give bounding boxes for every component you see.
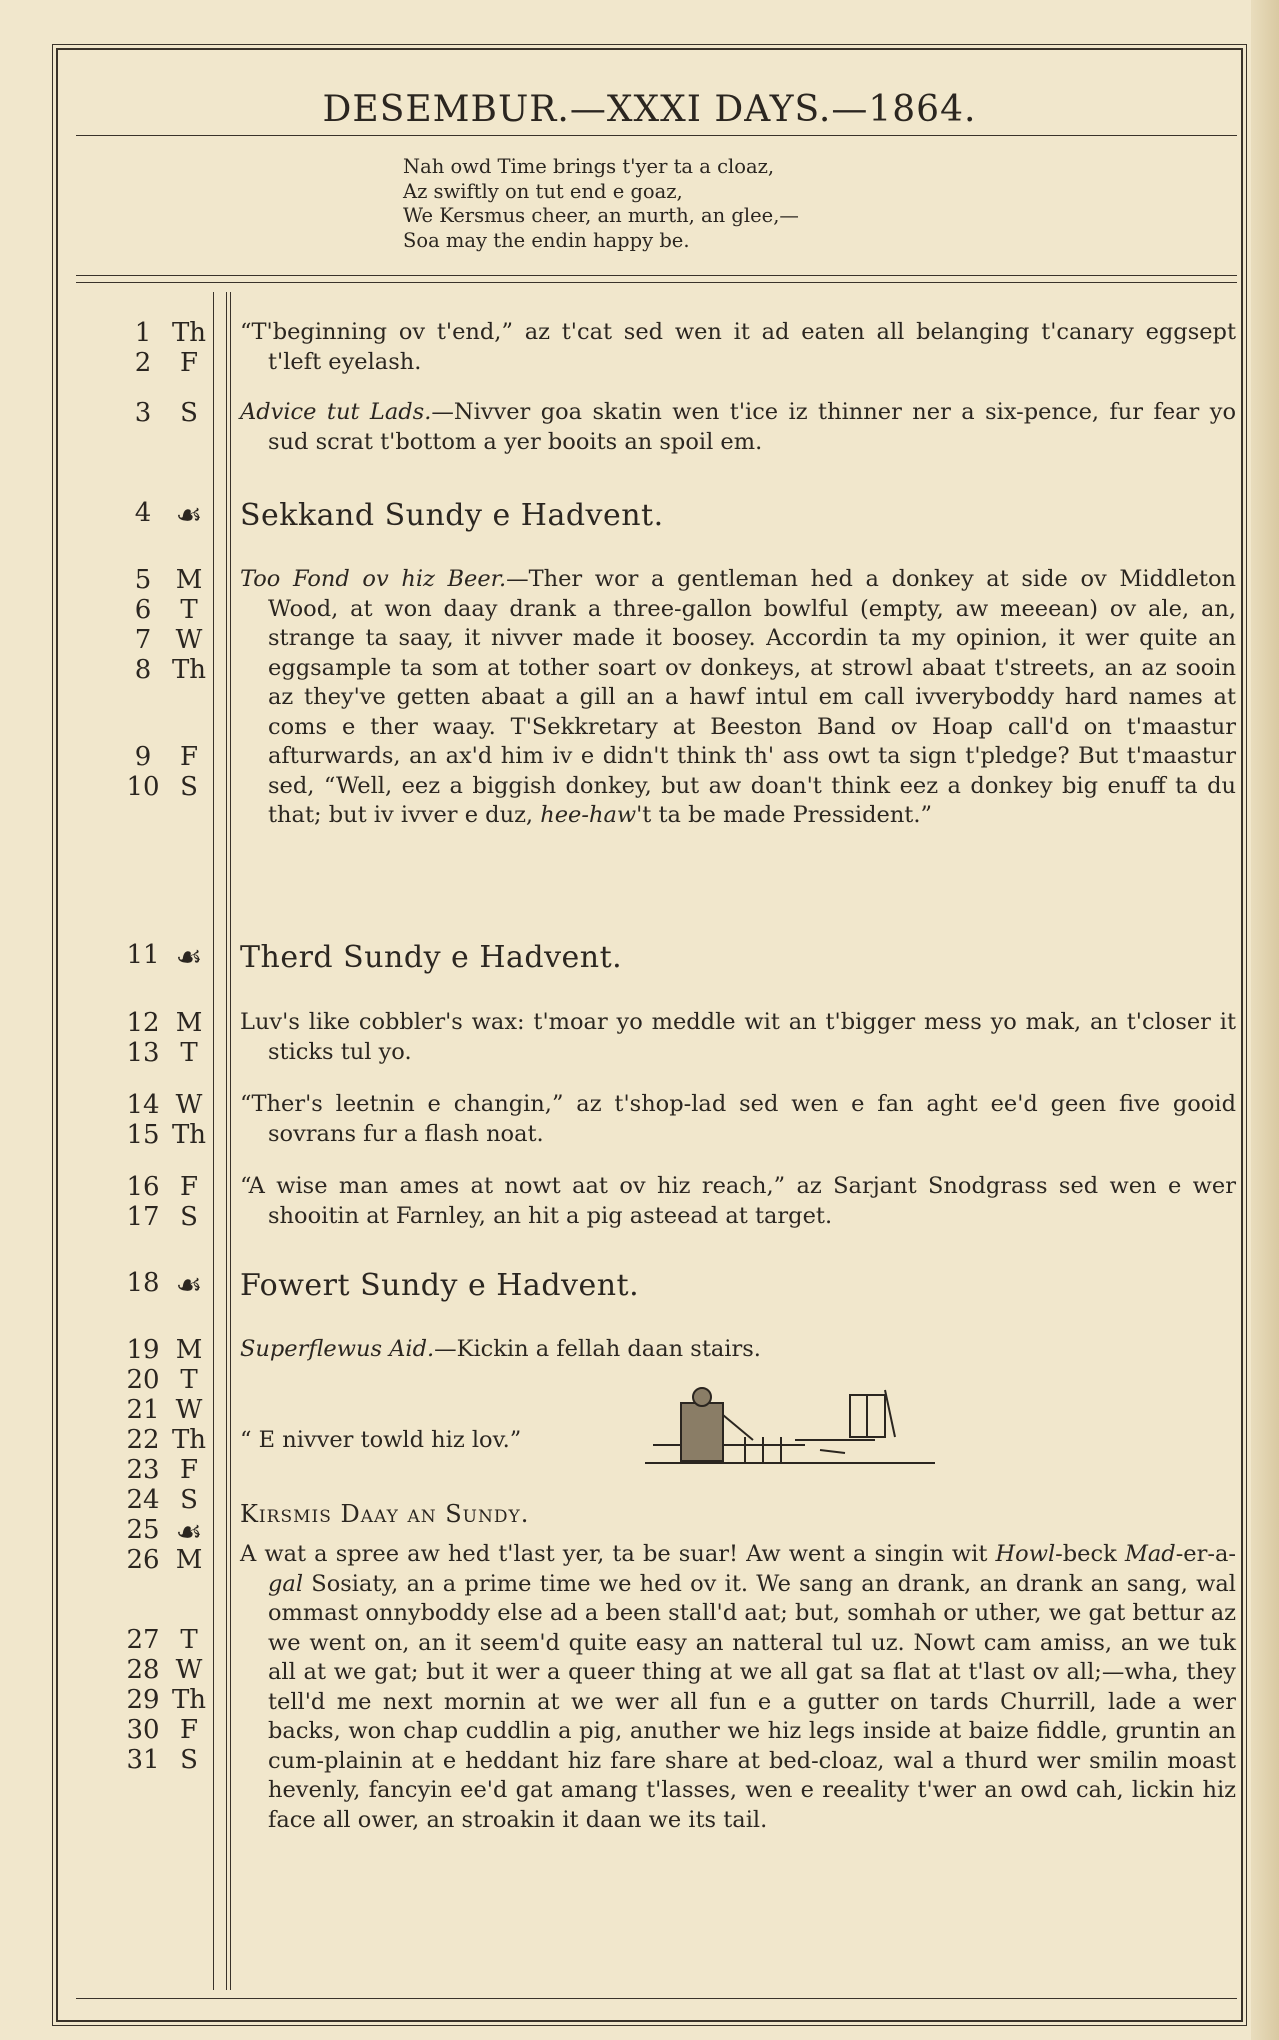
day-number: 3 xyxy=(134,398,152,428)
entry-advice xyxy=(240,398,1236,457)
sunday-heading: Fowert Sundy e Hadvent. xyxy=(240,1268,640,1303)
day-name: F xyxy=(179,742,199,772)
day-name: F xyxy=(179,1455,199,1485)
verse-rule-bottom xyxy=(76,282,1237,283)
entry-beer-end: 't ta be made Pressident.” xyxy=(636,802,933,828)
verse-line: Az swiftly on tut end e goaz, xyxy=(403,179,683,203)
entry-advice-title: Advice tut Lads. xyxy=(240,399,432,425)
day-name: F xyxy=(179,1715,199,1745)
entry-christmas xyxy=(240,1540,1236,1835)
entry-christmas-italic: gal xyxy=(268,1570,304,1597)
entry-superflewus-title: Superflewus Aid. xyxy=(240,1336,435,1362)
entry-superflewus-body: —Kickin a fellah daan stairs. xyxy=(434,1336,761,1362)
day-name: T xyxy=(180,595,198,625)
sunday-heading: Sekkand Sundy e Hadvent. xyxy=(240,498,664,533)
entry-christmas-text: -er-a- xyxy=(1175,1541,1236,1567)
verse-line: We Kersmus cheer, an murth, an glee,— xyxy=(403,204,799,227)
page-title: DESEMBUR.—XXXI DAYS.—1864. xyxy=(322,89,977,130)
day-number: 27 xyxy=(126,1625,160,1655)
day-name: S xyxy=(180,1745,198,1775)
day-number: 15 xyxy=(126,1120,160,1150)
day-number: 7 xyxy=(134,625,152,655)
day-number: 26 xyxy=(126,1545,160,1575)
day-name: F xyxy=(179,1172,199,1202)
day-number: 10 xyxy=(126,772,160,802)
day-name: Th xyxy=(171,1425,207,1455)
day-number: 21 xyxy=(126,1395,160,1425)
day-number: 30 xyxy=(126,1715,160,1745)
day-name: F xyxy=(179,348,199,378)
day-number: 18 xyxy=(126,1268,160,1298)
entry-superflewus xyxy=(240,1335,1208,1365)
day-name: ☙ xyxy=(175,1268,203,1303)
day-number: 13 xyxy=(126,1038,160,1068)
day-name: Th xyxy=(171,1685,207,1715)
entry-leetnin: “Ther's leetnin e changin,” az t'shop-lad sed wen e fan aght ee'd geen five gooid sovrans fur a flash noat. xyxy=(240,1091,1236,1147)
day-name: ☙ xyxy=(175,1515,203,1550)
day-name: S xyxy=(180,1485,198,1515)
entry-christmas-text: -beck xyxy=(1055,1541,1125,1567)
illustration-caption: “ E nivver towld hiz lov.” xyxy=(240,1427,522,1453)
day-number: 4 xyxy=(134,498,152,528)
entry-luv: Luv's like cobbler's wax: t'moar yo meddle wit an t'bigger mess yo mak, an t'closer it sticks tul yo. xyxy=(240,1009,1236,1065)
page-edge xyxy=(1251,0,1279,2040)
day-name: M xyxy=(175,1335,203,1365)
day-name: ☙ xyxy=(175,498,203,533)
entry-advice-body: —Nivver goa skatin wen t'ice iz thinner ner a six-pence, fur fear yo sud scrat t'bottom a yer booits an spoil em. xyxy=(268,399,1236,455)
column-rule xyxy=(226,292,227,1990)
day-number: 22 xyxy=(126,1425,160,1455)
day-number: 8 xyxy=(134,655,152,685)
day-name: Th xyxy=(171,1120,207,1150)
day-name: M xyxy=(175,1008,203,1038)
day-name: M xyxy=(175,565,203,595)
day-number: 17 xyxy=(126,1202,160,1232)
entry-beginning: “T'beginning ov t'end,” az t'cat sed wen it ad eaten all belanging t'canary eggsept t'left eyelash. xyxy=(240,319,1236,375)
day-name: ☙ xyxy=(175,940,203,975)
verse-rule-top xyxy=(76,275,1237,276)
entry-wise: “A wise man ames at nowt aat ov hiz reach,” az Sarjant Snodgrass sed wen e wer shooitin at Farnley, an hit a pig asteead at target. xyxy=(240,1173,1236,1229)
calendar-page xyxy=(56,48,1243,2022)
day-number: 9 xyxy=(134,742,152,772)
verse-line: Soa may the endin happy be. xyxy=(403,228,690,252)
day-number: 14 xyxy=(126,1090,160,1120)
verse-line: Nah owd Time brings t'yer ta a cloaz, xyxy=(403,155,775,178)
entry-beer xyxy=(240,565,1236,831)
day-number: 11 xyxy=(126,940,160,970)
entry-beer-italic: hee-haw xyxy=(540,802,637,828)
day-number: 29 xyxy=(126,1685,160,1715)
day-number: 1 xyxy=(134,318,152,348)
day-name: W xyxy=(175,1655,203,1685)
entry-christmas-text: Sosiaty, an a prime time we hed ov it. We sang an drank, an drank an sang, wal ommast onnyboddy else ad a been stall'd aat; but, somhah or uther, we gat bettur az we went on, an it seem'd quite easy an natteral tul uz. Nowt cam amiss, an we tuk all at we gat; but it wer a queer thing at we all gat sa flat at t'last ov all;—wha, they tell'd me next mornin at we wer all fun e a gutter on tards Churrill, lade a wer backs, won chap cuddlin a pig, anuther we hiz legs inside at baize fiddle, gruntin an cum-plainin at e heddant hiz fare share at bed-cloaz, wal a thurd wer smilin moast hevenly, fancyin ee'd gat amang t'lasses, wen e reeality t'wer an owd cah, lickin hiz face all ower, an stroakin it daan we its tail. xyxy=(268,1570,1236,1833)
day-number: 6 xyxy=(134,595,152,625)
day-number: 19 xyxy=(126,1335,160,1365)
day-name: M xyxy=(175,1545,203,1575)
stairs-illustration xyxy=(645,1385,935,1475)
entry-christmas-text: A wat a spree aw hed t'last yer, ta be suar! Aw went a singin wit xyxy=(240,1541,996,1567)
day-number: 23 xyxy=(126,1455,160,1485)
bottom-rule xyxy=(76,1998,1237,1999)
day-name: T xyxy=(180,1365,198,1395)
entry-christmas-italic: Mad xyxy=(1124,1541,1176,1567)
christmas-heading: Kirsmis Daay an Sundy. xyxy=(240,1500,530,1528)
day-name: S xyxy=(180,1202,198,1232)
day-name: S xyxy=(180,398,198,428)
day-name: W xyxy=(175,625,203,655)
day-number: 2 xyxy=(134,348,152,378)
day-number: 31 xyxy=(126,1745,160,1775)
day-number: 20 xyxy=(126,1365,160,1395)
day-name: W xyxy=(175,1090,203,1120)
day-number: 12 xyxy=(126,1008,160,1038)
day-name: W xyxy=(175,1395,203,1425)
title-rule xyxy=(76,135,1237,136)
day-name: S xyxy=(180,772,198,802)
day-number: 5 xyxy=(134,565,152,595)
day-name: T xyxy=(180,1625,198,1655)
day-name: T xyxy=(180,1038,198,1068)
entry-beer-body: —Ther wor a gentleman hed a donkey at side ov Middleton Wood, at won daay drank a three-gallon bowlful (empty, aw meeean) ov ale, an, strange ta saay, it nivver made it boosey. Accordin ta my opinion, it wer quite an eggsample ta som at tother soart ov donkeys, at strowl abaat t'streets, an az sooin az they've getten abaat a gill an a hawf intul em call ivveryboddy hard names at coms e ther waay. T'Sekkretary at Beeston Band ov Hoap call'd on t'maastur afturwards, an ax'd him iv e didn't think th' ass owt ta sign t'pledge? But t'maastur sed, “Well, eez a biggish donkey, but aw doan't think eez a donkey big enuff ta du that; but iv ivver e duz, xyxy=(268,566,1236,828)
day-name: Th xyxy=(171,655,207,685)
column-rule xyxy=(230,292,231,1990)
day-number: 25 xyxy=(126,1515,160,1545)
entry-christmas-italic: Howl xyxy=(995,1541,1056,1567)
verse xyxy=(403,155,963,253)
day-number: 16 xyxy=(126,1172,160,1202)
day-name: Th xyxy=(171,318,207,348)
day-number: 28 xyxy=(126,1655,160,1685)
entry-beer-title: Too Fond ov hiz Beer. xyxy=(240,566,507,592)
day-number: 24 xyxy=(126,1485,160,1515)
sunday-heading: Therd Sundy e Hadvent. xyxy=(240,940,623,975)
